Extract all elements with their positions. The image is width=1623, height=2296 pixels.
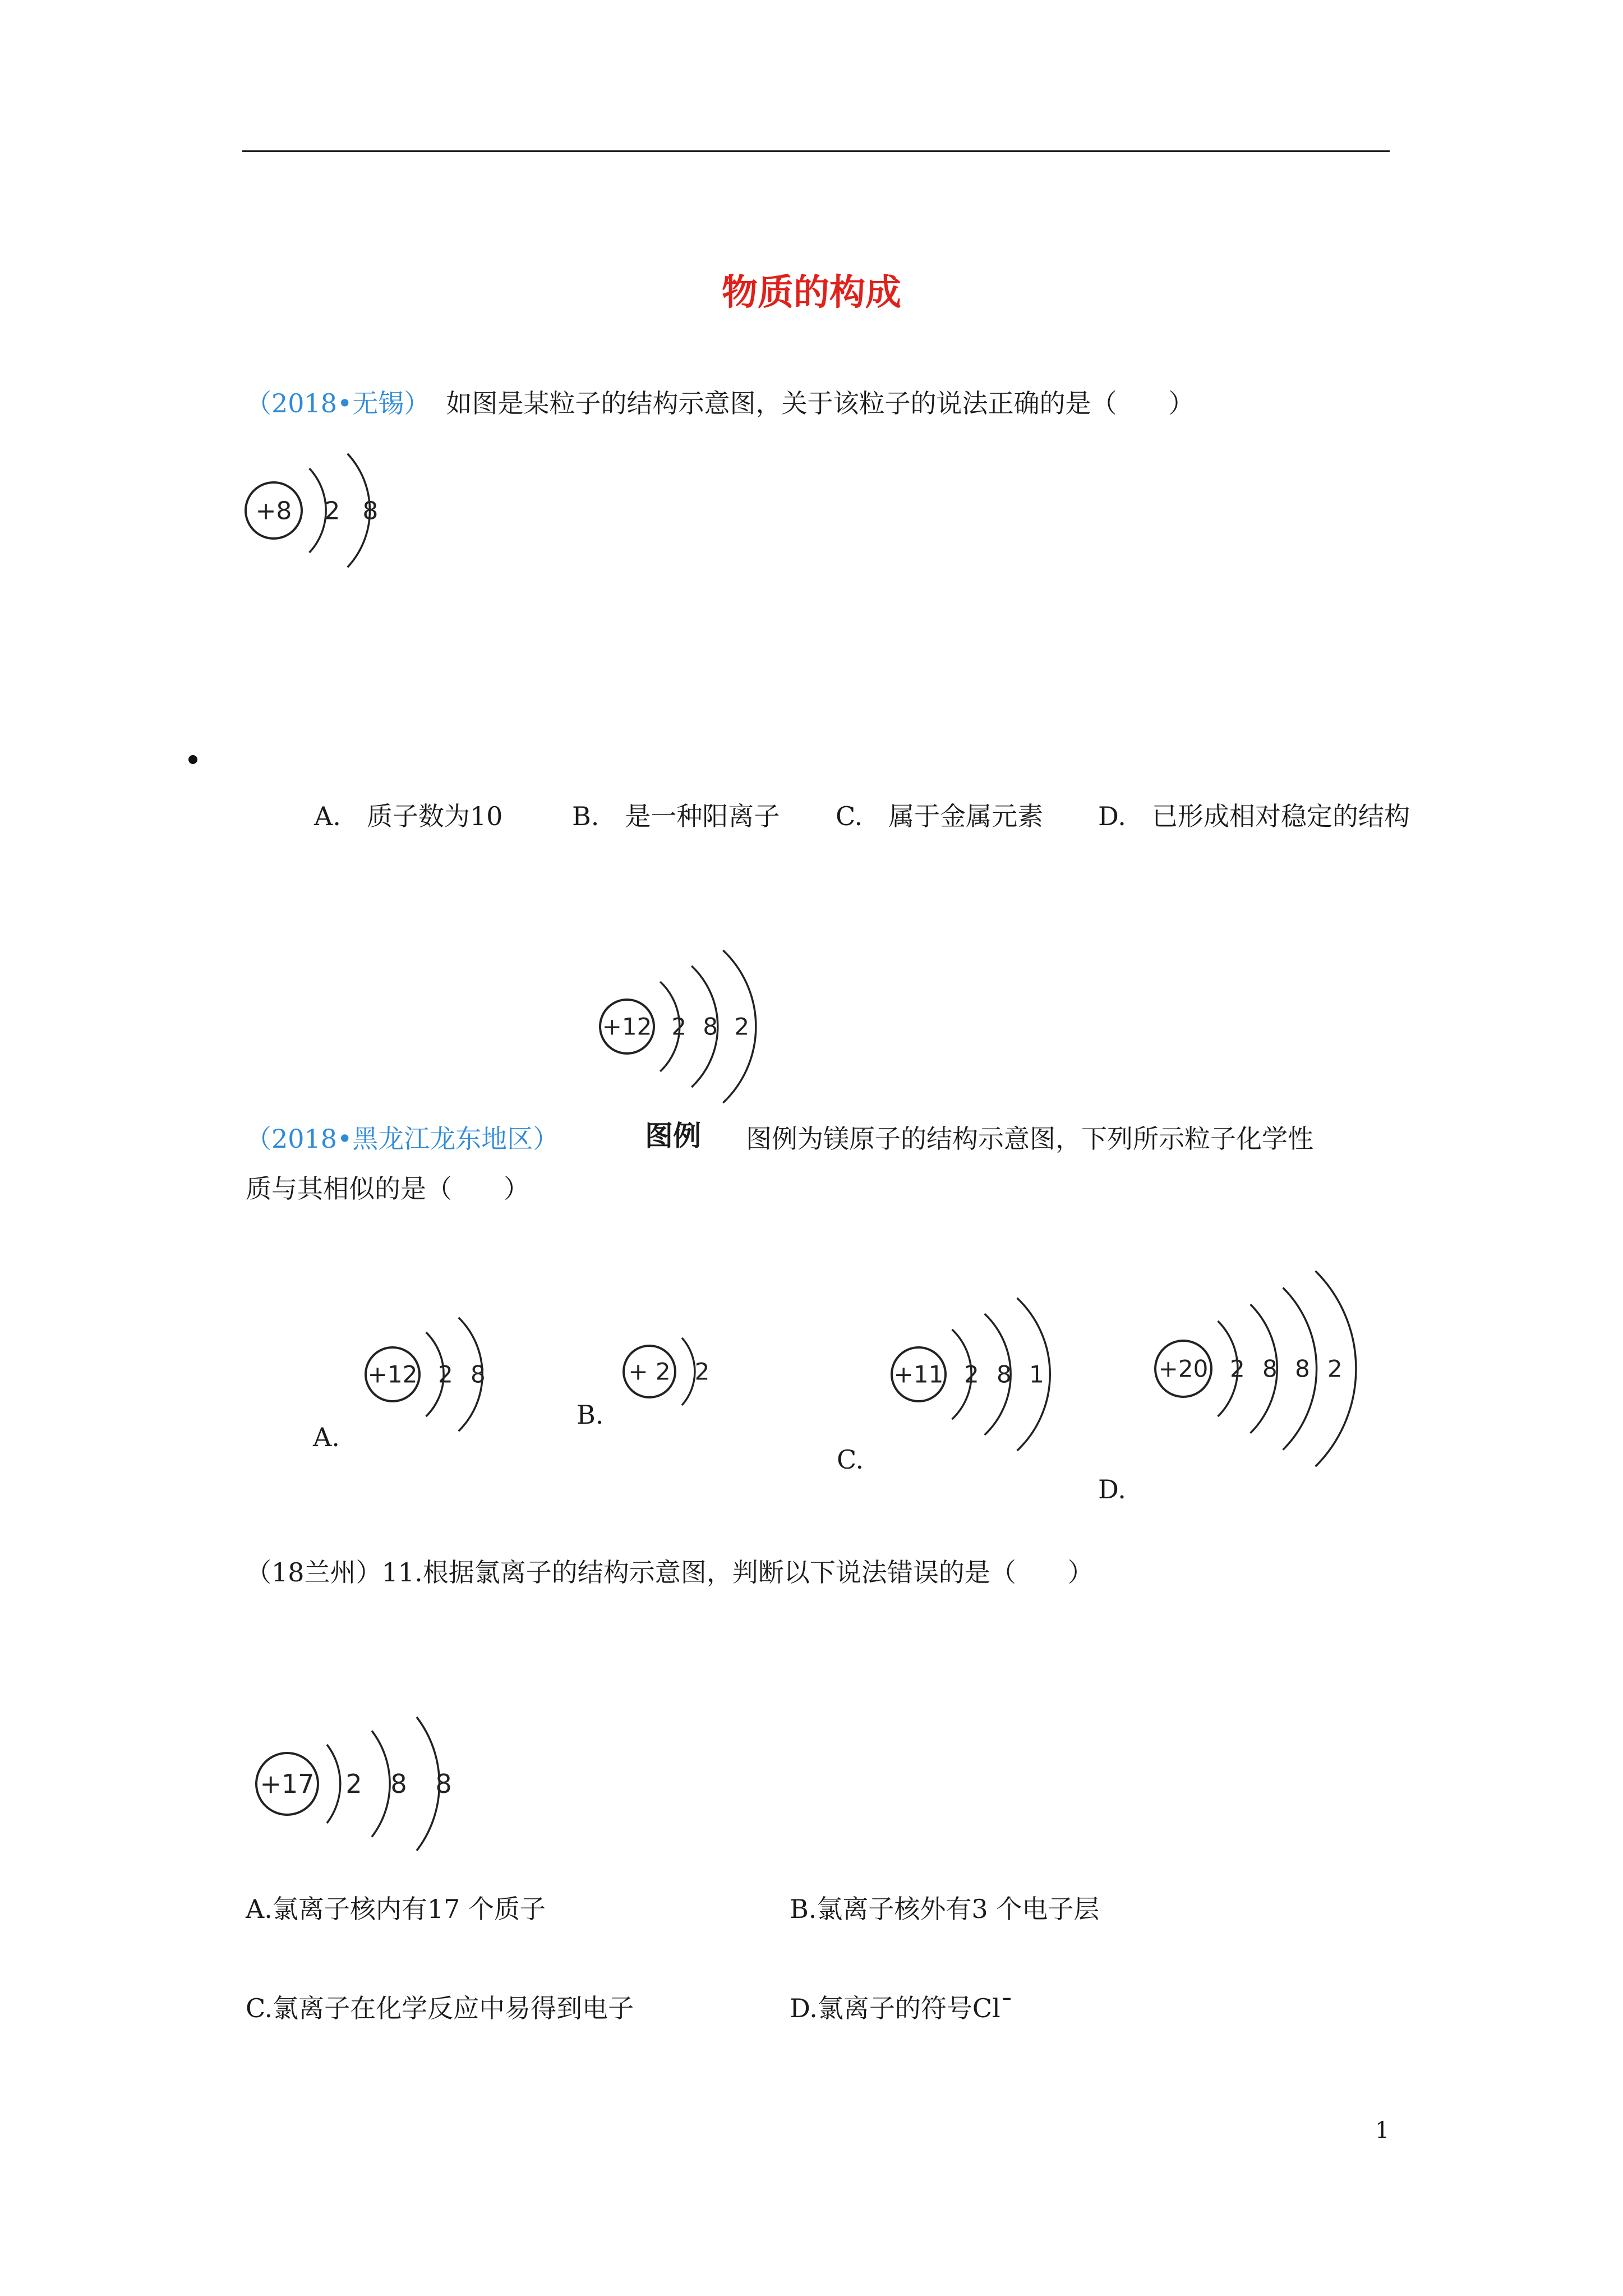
shell-electron-count: 2 [671, 1013, 687, 1041]
nucleus-charge: + 2 [628, 1358, 671, 1386]
q1-stem: 如图是某粒子的结构示意图，关于该粒子的说法正确的是（ ） [446, 388, 1195, 418]
shell-electron-count: 2 [694, 1358, 710, 1386]
q1-option-b: B. 是一种阳离子 [572, 801, 780, 831]
list-bullet [188, 755, 197, 764]
page-number: 1 [1375, 2118, 1390, 2143]
q1-option-d: D. 已形成相对稳定的结构 [1098, 801, 1410, 831]
shell-electron-count: 8 [390, 1769, 407, 1800]
shell-electron-count: 2 [438, 1360, 453, 1388]
q1-option-a: A. 质子数为10 [314, 801, 503, 831]
q2-option-c-diagram [885, 1273, 1064, 1464]
electron-shell-arc [682, 1338, 695, 1405]
shell-electron-count: 2 [1327, 1355, 1343, 1383]
header-rule [242, 150, 1390, 152]
electron-shell-arc [372, 1731, 390, 1837]
q2-option-c-letter: C. [837, 1444, 864, 1475]
q3-diagram [252, 1688, 488, 1862]
nucleus-charge: +11 [893, 1360, 944, 1388]
q1-source: （2018•无锡） [246, 388, 430, 418]
shell-electron-count: 8 [1295, 1355, 1310, 1383]
page-title: 物质的构成 [722, 272, 901, 314]
q2-stem-part2: 质与其相似的是（ ） [246, 1174, 529, 1204]
shell-electron-count: 8 [1262, 1355, 1278, 1383]
q2-option-b-diagram [617, 1315, 723, 1428]
nucleus-charge: +12 [602, 1013, 652, 1041]
shell-electron-count: 2 [1230, 1355, 1245, 1383]
shell-electron-count: 8 [362, 496, 379, 526]
q2-stem-part1: 图例为镁原子的结构示意图，下列所示粒子化学性 [746, 1124, 1313, 1154]
q1-diagram [241, 432, 387, 583]
nucleus-charge: +17 [260, 1769, 315, 1800]
q3-option-c: C.氯离子在化学反应中易得到电子 [246, 1993, 634, 2023]
q2-option-d-letter: D. [1098, 1474, 1126, 1504]
shell-electron-count: 8 [435, 1769, 452, 1800]
q2-source: （2018•黑龙江龙东地区） [246, 1124, 559, 1154]
shell-electron-count: 8 [703, 1013, 718, 1041]
q3-option-a: A.氯离子核内有17 个质子 [246, 1894, 546, 1924]
shell-electron-count: 8 [471, 1360, 486, 1388]
q2-legend-label: 图例 [645, 1120, 701, 1152]
q3-option-d: D.氯离子的符号Cl¯ [790, 1993, 1013, 2023]
electron-shell-arc [327, 1745, 340, 1823]
q3-stem: （18兰州）11.根据氯离子的结构示意图，判断以下说法错误的是（ ） [246, 1557, 1094, 1588]
electron-shell-arc [310, 468, 326, 553]
q2-option-b-letter: B. [577, 1400, 604, 1430]
shell-electron-count: 2 [324, 496, 340, 526]
q2-option-a-diagram [359, 1290, 494, 1442]
shell-electron-count: 8 [997, 1360, 1012, 1388]
q1-line [246, 388, 1194, 419]
nucleus-charge: +12 [367, 1360, 418, 1388]
shell-electron-count: 2 [964, 1360, 979, 1388]
q2-line1 [246, 1124, 559, 1154]
shell-electron-count: 2 [345, 1769, 362, 1800]
q1-option-c: C. 属于金属元素 [836, 801, 1044, 831]
q2-option-d-diagram [1149, 1245, 1373, 1492]
shell-electron-count: 1 [1029, 1360, 1044, 1388]
nucleus-charge: +8 [255, 496, 292, 526]
q2-option-a-letter: A. [313, 1422, 340, 1452]
nucleus-charge: +20 [1158, 1355, 1209, 1383]
q2-legend-diagram [593, 920, 762, 1111]
q3-option-b: B.氯离子核外有3 个电子层 [790, 1894, 1100, 1924]
shell-electron-count: 2 [734, 1013, 750, 1041]
